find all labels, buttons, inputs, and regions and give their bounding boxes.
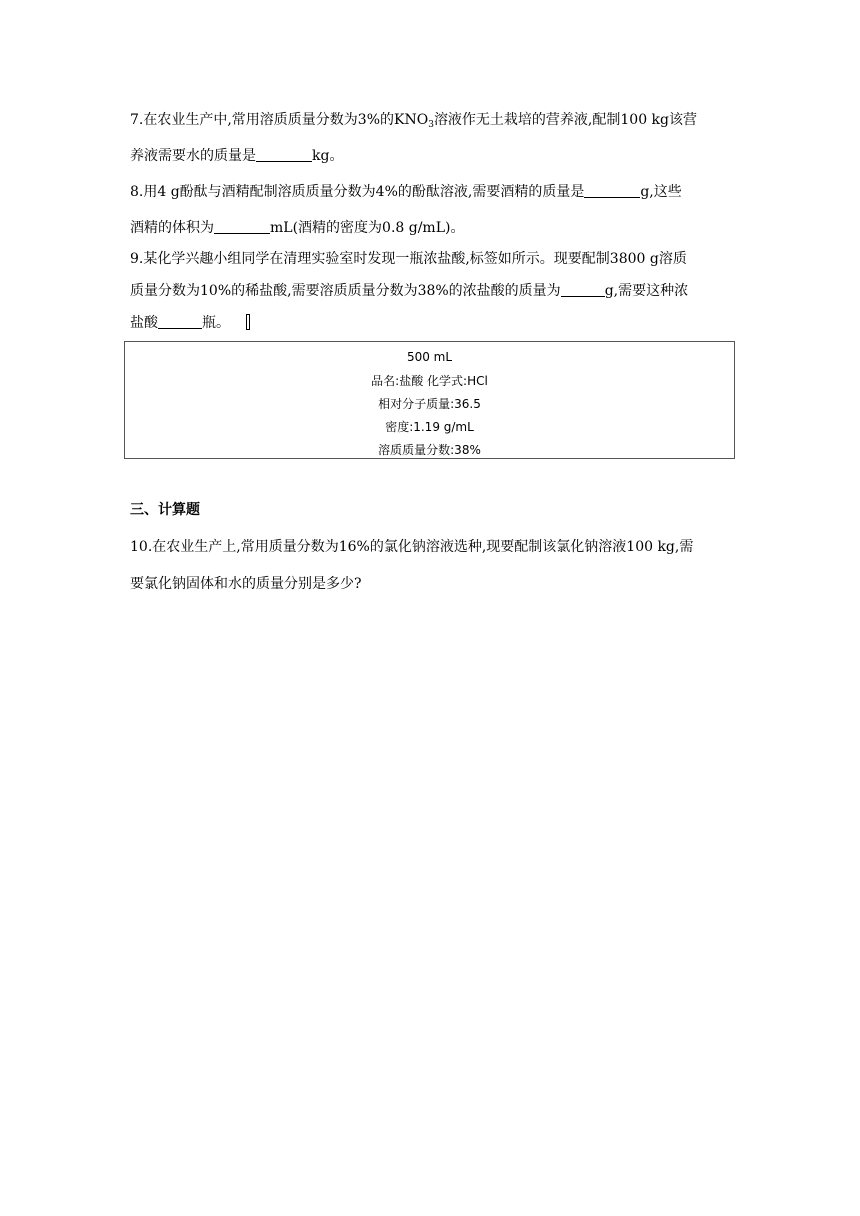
question-8-text-b: g,这些 [640,184,682,200]
question-9-line-1 [130,249,687,269]
question-10-line-1 [130,537,693,557]
text-cursor-marker [246,314,250,330]
question-7-text-c: 养液需要水的质量是 [130,148,256,164]
question-9-line-3 [130,313,250,333]
question-9-answer-blank-1[interactable] [561,282,605,297]
reagent-label-box [124,341,735,459]
question-7-line-2 [130,146,343,166]
question-7-answer-blank[interactable] [256,147,312,162]
question-8-line-2 [130,218,464,238]
question-10-line-2 [130,574,362,594]
question-9-text-a: 9.某化学兴趣小组同学在清理实验室时发现一瓶浓盐酸,标签如所示。现要配制3800 g溶质 [130,251,687,267]
question-7-line-1 [130,110,697,135]
question-8-answer-blank-2[interactable] [214,219,270,234]
question-10-text-b: 要氯化钠固体和水的质量分别是多少? [130,576,362,592]
question-8-answer-blank-1[interactable] [584,183,640,198]
question-9-text-b: 质量分数为10%的稀盐酸,需要溶质质量分数为38%的浓盐酸的质量为 [130,283,561,299]
label-mass-fraction: 溶质质量分数:38% [378,443,481,457]
question-7-text-a: 7.在农业生产中,常用溶质质量分数为3%的KNO [130,112,429,128]
question-7-subscript: 3 [428,120,434,130]
question-9-line-2 [130,281,688,301]
question-7-text-b: 溶液作无土栽培的营养液,配制100 kg该营 [433,112,698,128]
label-molar-mass: 相对分子质量:36.5 [378,397,481,411]
question-8-text-d: mL(酒精的密度为0.8 g/mL)。 [270,220,465,236]
question-10-text-a: 10.在农业生产上,常用质量分数为16%的氯化钠溶液选种,现要配制该氯化钠溶液100 kg,需 [130,539,694,555]
question-8-text-c: 酒精的体积为 [130,220,214,236]
label-name-formula: 品名:盐酸 化学式:HCl [371,374,488,388]
question-9-text-c: g,需要这种浓 [604,283,689,299]
question-8-line-1 [130,182,682,202]
section-3-title: 三、计算题 [130,502,200,518]
label-volume: 500 mL [406,350,453,364]
label-density: 密度:1.19 g/mL [385,420,474,434]
question-7-unit: kg。 [312,148,344,164]
question-8-text-a: 8.用4 g酚酞与酒精配制溶质质量分数为4%的酚酞溶液,需要酒精的质量是 [130,184,585,200]
question-9-answer-blank-2[interactable] [158,314,202,329]
question-9-text-d: 盐酸 [130,315,158,331]
question-9-text-e: 瓶。 [202,315,230,331]
